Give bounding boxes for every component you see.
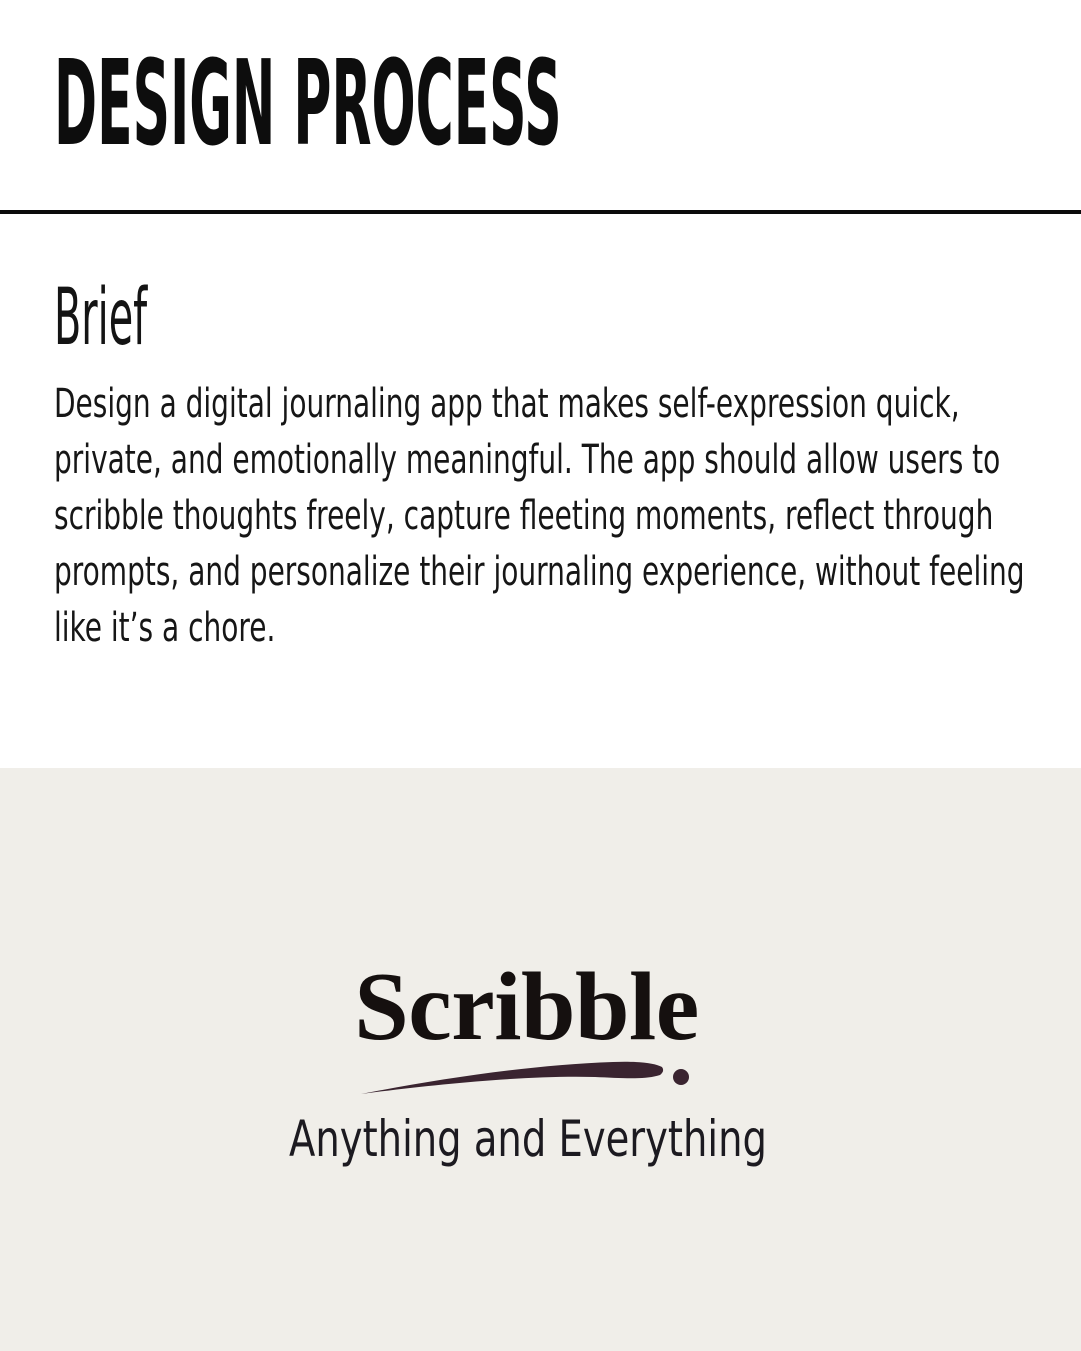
logo-tagline: Anything and Everything	[288, 1110, 767, 1168]
page-title: DESIGN PROCESS	[54, 34, 562, 172]
brief-heading: Brief	[54, 273, 148, 363]
pen-swoosh-icon	[359, 1052, 695, 1098]
brief-line: Design a digital journaling app that makes self-expression quick,	[54, 381, 960, 427]
brief-line: private, and emotionally meaningful. The app should allow users to	[54, 437, 1001, 483]
logo-panel	[0, 768, 1081, 1351]
section-divider	[0, 210, 1081, 214]
brief-line: like it’s a chore.	[54, 605, 276, 651]
brief-line: scribble thoughts freely, capture fleeting moments, reflect through	[54, 493, 994, 539]
brief-paragraph	[54, 376, 1034, 656]
brief-line: prompts, and personalize their journaling experience, without feeling	[54, 549, 1025, 595]
scribble-wordmark: Scribble	[354, 953, 699, 1061]
